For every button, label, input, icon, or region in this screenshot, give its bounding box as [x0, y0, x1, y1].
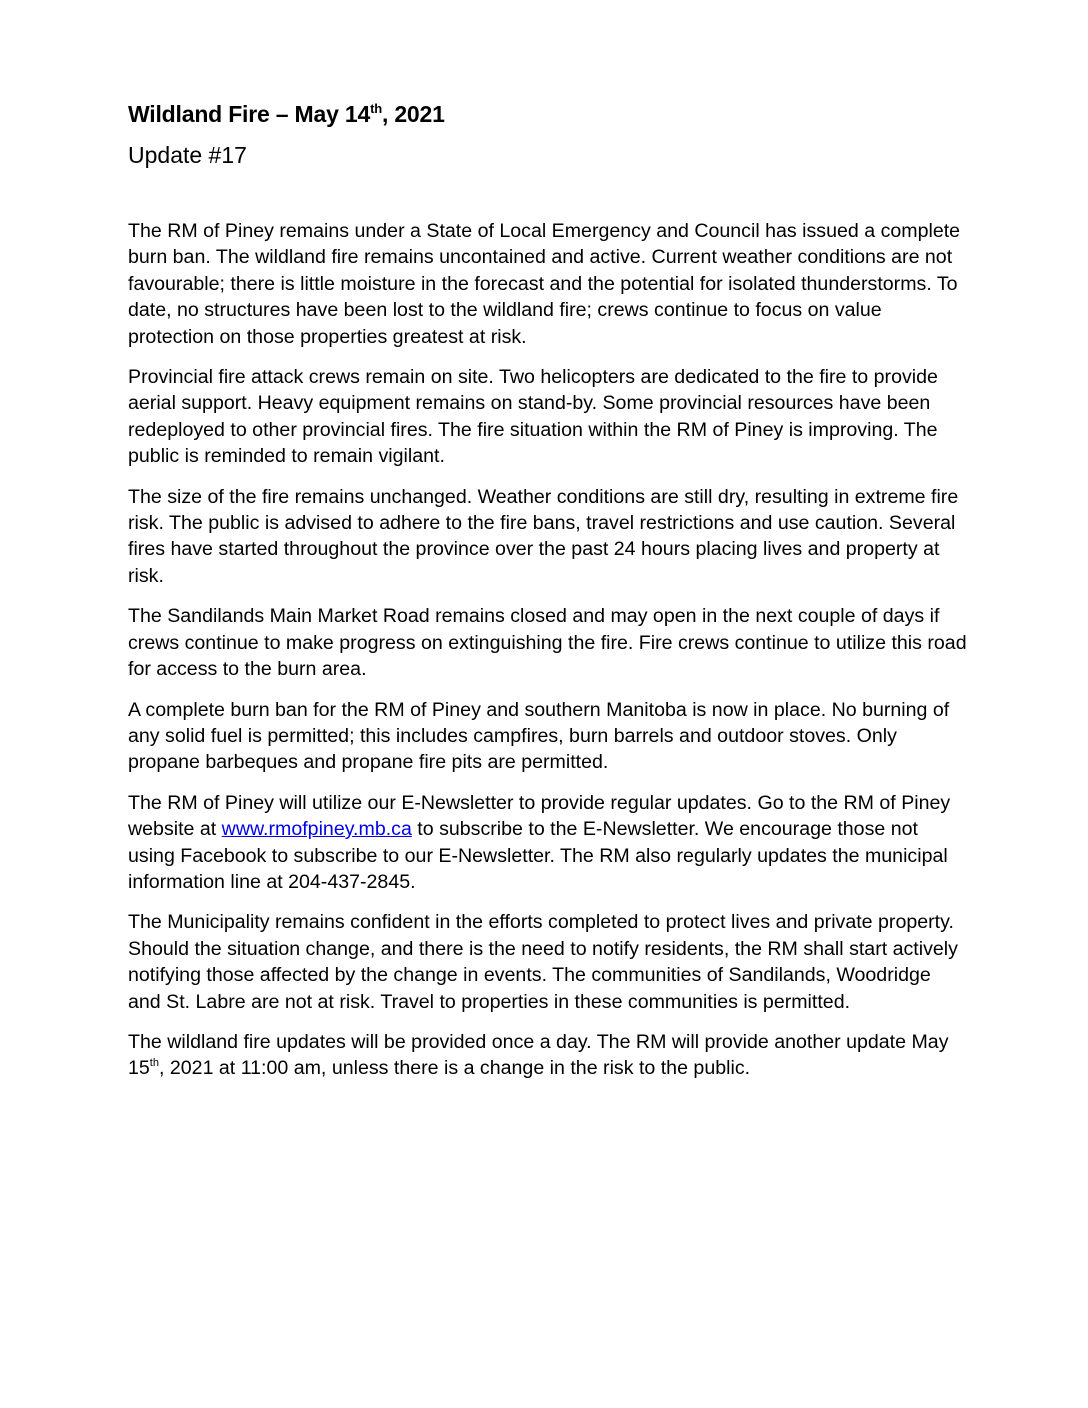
- update-number: Update #17: [128, 142, 247, 168]
- paragraph-fire-size: The size of the fire remains unchanged. Weather conditions are still dry, resulting in extreme fire risk. The public is advised to adhere to the fire bans, travel restrictions and use caution. Several fires have started throughout the province over the past 24 hours placing lives and property at risk.: [128, 485, 959, 587]
- paragraph-provincial-crews: Provincial fire attack crews remain on site. Two helicopters are dedicated to the fire to provide aerial support. Heavy equipment remains on stand-by. Some provincial resources have been redeployed to other provincial fires. The fire situation within the RM of Piney is improving. The public is reminded to remain vigilant.: [128, 366, 938, 468]
- title-superscript: th: [370, 101, 382, 116]
- paragraph-road-closure: The Sandilands Main Market Road remains closed and may open in the next couple of days if crews continue to make progress on extinguishing the fire. Fire crews continue to utilize this road for access to the burn area.: [128, 605, 967, 681]
- paragraph-burn-ban: A complete burn ban for the RM of Piney and southern Manitoba is now in place. No burning of any solid fuel is permitted; this includes campfires, burn barrels and outdoor stoves. Only propane barbeques and propane fire pits are permitted.: [128, 698, 950, 774]
- document-page: [128, 96, 968, 1096]
- website-link[interactable]: www.rmofpiney.mb.ca: [221, 818, 412, 841]
- title-year: , 2021: [381, 101, 445, 127]
- next-update-superscript: th: [149, 1057, 159, 1070]
- paragraph-emergency-status: The RM of Piney remains under a State of Local Emergency and Council has issued a complete burn ban. The wildland fire remains uncontained and active. Current weather conditions are not favourable; there is little moisture in the forecast and the potential for isolated thunderstorms. To date, no structures have been lost to the wildland fire; crews continue to focus on value protection on those properties greatest at risk.: [128, 220, 961, 348]
- paragraph-municipality-confidence: The Municipality remains confident in the efforts completed to protect lives and private property. Should the situation change, and there is the need to notify residents, the RM shall start actively notifying those affected by the change in events. The communities of Sandilands, Woodridge and St. Labre are not at risk. Travel to properties in these communities is permitted.: [128, 911, 958, 1013]
- title-text: Wildland Fire – May 14: [128, 101, 371, 127]
- paragraph-next-update: [128, 1029, 968, 1082]
- paragraph-newsletter: [128, 790, 968, 896]
- newsletter-text-end: to subscribe to the E-Newsletter. We encourage those not using Facebook to subscribe to our E-Newsletter. The RM also regularly updates the municipal information line at 204-437-2845.: [128, 818, 948, 893]
- page-title: [128, 96, 968, 132]
- next-update-text-start: The wildland fire updates will be provided once a day. The RM will provide another update May 15: [128, 1030, 949, 1080]
- next-update-text-end: , 2021 at 11:00 am, unless there is a change in the risk to the public.: [158, 1057, 751, 1080]
- document-body: [128, 218, 968, 1082]
- newsletter-text-start: The RM of Piney will utilize our E-Newsletter to provide regular updates. Go to the RM of Piney website at: [128, 791, 951, 841]
